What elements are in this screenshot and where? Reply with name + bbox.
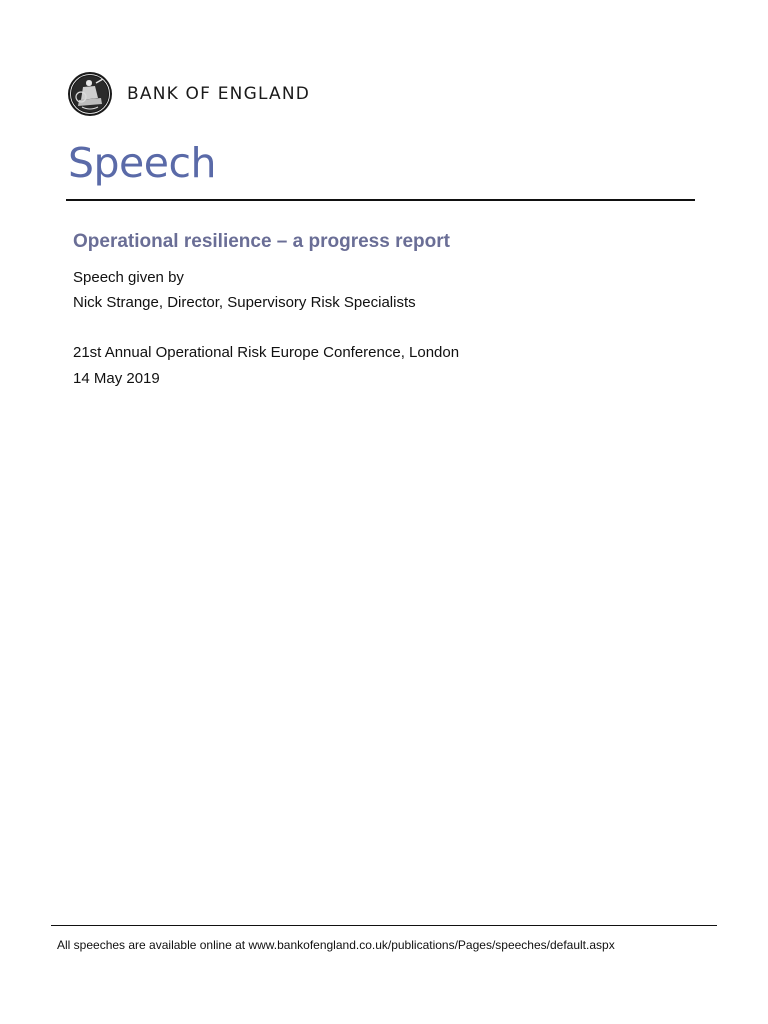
document-type-heading: Speech (68, 139, 217, 187)
footer-divider (51, 925, 717, 926)
bank-logo (67, 71, 310, 117)
speech-date: 14 May 2019 (73, 370, 160, 387)
organization-name: BANK OF ENGLAND (127, 84, 311, 104)
speech-title: Operational resilience – a progress report (73, 231, 450, 252)
speaker-name: Nick Strange, Director, Supervisory Risk Specialists (73, 294, 416, 311)
britannia-seal-icon (67, 71, 113, 117)
footer-note: All speeches are available online at www.bankofengland.co.uk/publications/Pages/speeches/default.aspx (57, 938, 615, 952)
given-by-label: Speech given by (73, 269, 184, 286)
event-name: 21st Annual Operational Risk Europe Conference, London (73, 344, 460, 361)
header-divider (66, 199, 695, 201)
